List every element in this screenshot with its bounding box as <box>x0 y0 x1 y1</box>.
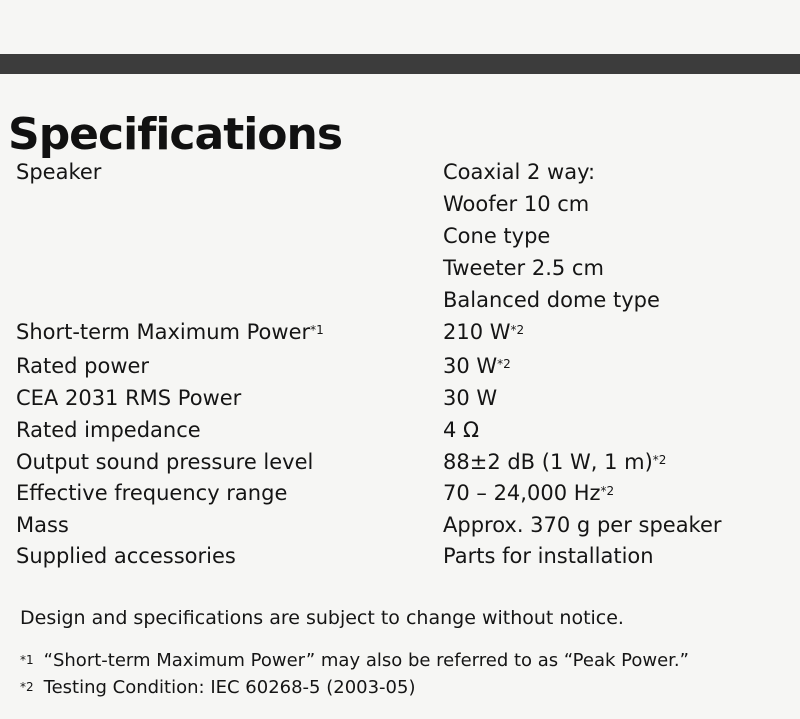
spec-row-output-spl <box>0 446 800 478</box>
spec-row-mass <box>0 509 800 541</box>
footnote-marker: *2 <box>652 453 667 467</box>
spec-value: 70 – 24,000 Hz$^{*2}$ <box>443 481 615 505</box>
footnote-marker: *2 <box>600 484 615 498</box>
spec-label: Output sound pressure level <box>16 450 314 474</box>
spec-label: CEA 2031 RMS Power <box>16 386 242 410</box>
spec-label: Mass <box>16 513 69 537</box>
spec-row-supplied-accessories <box>0 540 800 572</box>
footnote-2 <box>20 675 415 701</box>
spec-row-rated-impedance <box>0 414 800 446</box>
spec-value: 4 Ω <box>443 418 480 442</box>
change-notice: Design and specifications are subject to change without notice. <box>20 607 624 629</box>
footnote-marker: *1 <box>20 653 34 667</box>
spec-value: 210 $W^{*2}$ <box>443 320 525 344</box>
spec-value: 30 W <box>443 386 498 410</box>
spec-row-cea-rms-power <box>0 382 800 414</box>
spec-row-speaker <box>0 156 800 312</box>
header-rule <box>0 54 800 74</box>
footnote-marker: *1 <box>310 323 324 337</box>
spec-value: Tweeter 2.5 cm <box>443 256 604 280</box>
spec-value: Balanced dome type <box>443 288 660 312</box>
footnote-text: “Short-term Maximum Power” may also be referred to as “Peak Power.” <box>43 650 689 671</box>
spec-value: 30 $W^{*2}$ <box>443 354 511 378</box>
spec-row-frequency-range <box>0 477 800 509</box>
spec-value: Parts for installation <box>443 544 654 568</box>
spec-row-short-term-max-power <box>0 316 800 348</box>
spec-value: Woofer 10 cm <box>443 192 590 216</box>
spec-label: Rated power <box>16 354 150 378</box>
footnote-marker: *2 <box>497 357 511 371</box>
spec-value-list <box>443 156 660 316</box>
footnote-marker: *2 <box>510 323 525 337</box>
spec-value: 88±2 dB (1 W, 1 m)$^{*2}$ <box>443 450 667 474</box>
footnote-1 <box>20 648 689 674</box>
spec-label: Effective frequency range <box>16 481 288 505</box>
spec-value: Cone type <box>443 224 551 248</box>
footnote-text: Testing Condition: IEC 60268-5 (2003-05) <box>43 677 416 698</box>
page-title: Specifications <box>8 109 343 161</box>
spec-value: Approx. 370 g per speaker <box>443 513 722 537</box>
spec-label: Rated impedance <box>16 418 201 442</box>
spec-row-rated-power <box>0 350 800 382</box>
footnote-marker: *2 <box>20 680 34 694</box>
spec-label: Speaker <box>16 160 102 184</box>
spec-label: Short-term Maximum Power$^{*1}$ <box>16 320 324 344</box>
spec-value: Coaxial 2 way: <box>443 160 596 184</box>
spec-label: Supplied accessories <box>16 544 236 568</box>
